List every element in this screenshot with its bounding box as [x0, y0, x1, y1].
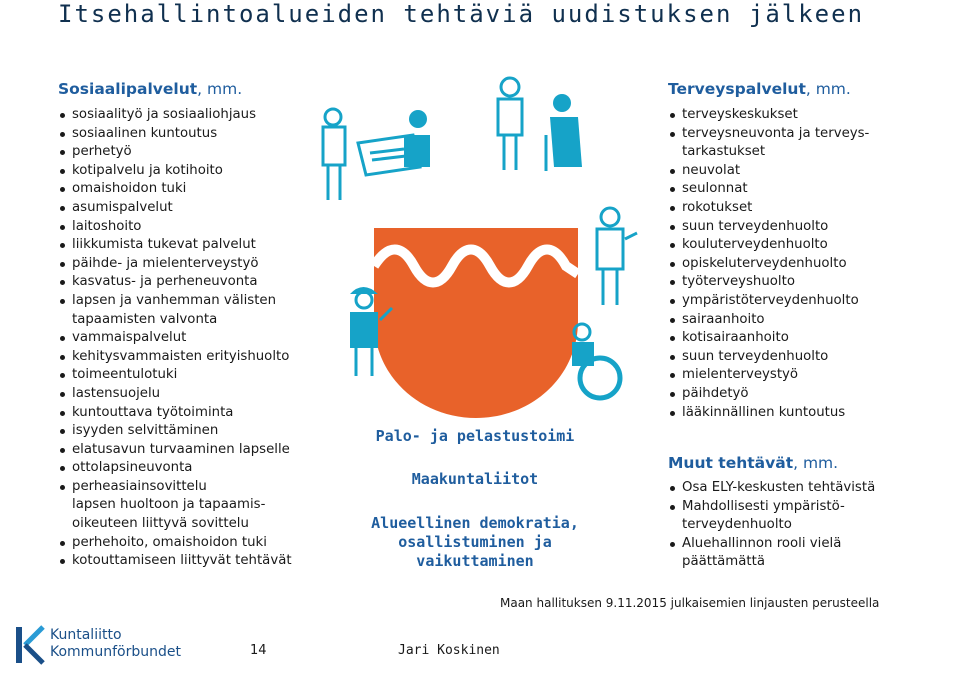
health-service-item: seulonnat: [668, 180, 869, 199]
social-services-heading-text: Sosiaalipalvelut: [58, 80, 198, 98]
other-tasks-list: [668, 479, 875, 572]
social-service-item: lastensuojelu: [58, 385, 292, 404]
other-tasks-heading: [668, 454, 838, 472]
social-service-item: perheasiainsovittelu: [58, 478, 292, 497]
health-service-item: päihdetyö: [668, 385, 869, 404]
health-service-item: opiskeluterveydenhuolto: [668, 255, 869, 274]
social-service-item: kehitysvammaisten erityishuolto: [58, 348, 292, 367]
other-task-item: terveydenhuolto: [682, 517, 792, 533]
social-service-item: kotipalvelu ja kotihoito: [58, 162, 292, 181]
health-service-item: työterveyshuolto: [668, 273, 869, 292]
social-service-item: ottolapsineuvonta: [58, 459, 292, 478]
social-service-item: vammaispalvelut: [58, 329, 292, 348]
social-service-item: lapsen ja vanhemman välisten: [58, 292, 292, 311]
social-service-item: liikkumista tukevat palvelut: [58, 236, 292, 255]
social-service-item: omaishoidon tuki: [58, 180, 292, 199]
democracy-line-3: vaikuttaminen: [416, 552, 534, 570]
social-service-item: lapsen huoltoon ja tapaamis-: [72, 497, 266, 513]
social-service-item: laitoshoito: [58, 218, 292, 237]
health-services-heading-tail: , mm.: [805, 80, 851, 98]
other-task-item: Osa ELY-keskusten tehtävistä: [668, 479, 875, 498]
health-service-item: neuvolat: [668, 162, 869, 181]
health-services-heading-text: Terveyspalvelut: [668, 80, 806, 98]
health-service-item: kotisairaanhoito: [668, 329, 869, 348]
social-service-item: asumispalvelut: [58, 199, 292, 218]
democracy-label: [345, 514, 605, 571]
social-services-list: [58, 106, 292, 571]
page-title: Itsehallintoalueiden tehtäviä uudistuksen jälkeen: [58, 0, 865, 28]
health-service-item: terveyskeskukset: [668, 106, 869, 125]
health-service-item: sairaanhoito: [668, 311, 869, 330]
logo-line-2: Kommunförbundet: [50, 644, 181, 660]
other-tasks-heading-tail: , mm.: [793, 454, 839, 472]
health-service-item: mielenterveystyö: [668, 366, 869, 385]
author-name: Jari Koskinen: [398, 643, 500, 658]
regional-councils-label: Maakuntaliitot: [411, 470, 539, 488]
health-services-heading: [668, 80, 851, 98]
kuntaliitto-logo-icon: [15, 625, 47, 665]
health-service-item: suun terveydenhuolto: [668, 218, 869, 237]
other-tasks-heading-text: Muut tehtävät: [668, 454, 794, 472]
health-service-item: tarkastukset: [682, 144, 766, 160]
social-service-item: tapaamisten valvonta: [72, 311, 218, 327]
social-service-item: oikeuteen liittyvä sovittelu: [72, 516, 249, 532]
social-service-item: elatusavun turvaaminen lapselle: [58, 441, 292, 460]
health-services-list: [668, 106, 869, 422]
social-service-item: sosiaalinen kuntoutus: [58, 125, 292, 144]
social-services-heading: [58, 80, 242, 98]
social-service-item: isyyden selvittäminen: [58, 422, 292, 441]
health-service-item: suun terveydenhuolto: [668, 348, 869, 367]
social-service-item: toimeentulotuki: [58, 366, 292, 385]
social-services-heading-tail: , mm.: [197, 80, 243, 98]
social-service-item: sosiaalityö ja sosiaaliohjaus: [58, 106, 292, 125]
firefighter-icon: [338, 280, 398, 380]
health-service-item: rokotukset: [668, 199, 869, 218]
health-service-item: lääkinnällinen kuntoutus: [668, 404, 869, 423]
people-at-table-icon: [318, 105, 438, 205]
health-service-item: kouluterveydenhuolto: [668, 236, 869, 255]
wheelchair-user-icon: [560, 322, 630, 402]
health-service-item: terveysneuvonta ja terveys-: [668, 125, 869, 144]
kuntaliitto-logo-text: [50, 627, 181, 661]
social-service-item: perhetyö: [58, 143, 292, 162]
other-task-item: päättämättä: [682, 554, 765, 570]
logo-line-1: Kuntaliitto: [50, 627, 122, 643]
health-service-item: ympäristöterveydenhuolto: [668, 292, 869, 311]
doctor-and-elder-icon: [490, 75, 590, 175]
regional-shield-icon: [372, 226, 580, 421]
page-number: 14: [250, 643, 267, 658]
social-service-item: kasvatus- ja perheneuvonta: [58, 273, 292, 292]
source-note: Maan hallituksen 9.11.2015 julkaisemien linjausten perusteella: [500, 596, 880, 610]
social-service-item: kotouttamiseen liittyvät tehtävät: [58, 552, 292, 571]
other-task-item: Mahdollisesti ympäristö-: [668, 498, 875, 517]
social-service-item: perhehoito, omaishoidon tuki: [58, 534, 292, 553]
other-task-item: Aluehallinnon rooli vielä: [668, 535, 875, 554]
democracy-line-2: osallistuminen ja: [398, 533, 552, 551]
social-service-item: päihde- ja mielenterveystyö: [58, 255, 292, 274]
democracy-line-1: Alueellinen demokratia,: [371, 514, 579, 532]
rescue-services-label: Palo- ja pelastustoimi: [375, 427, 575, 445]
dentist-icon: [585, 205, 640, 310]
social-service-item: kuntouttava työtoiminta: [58, 404, 292, 423]
